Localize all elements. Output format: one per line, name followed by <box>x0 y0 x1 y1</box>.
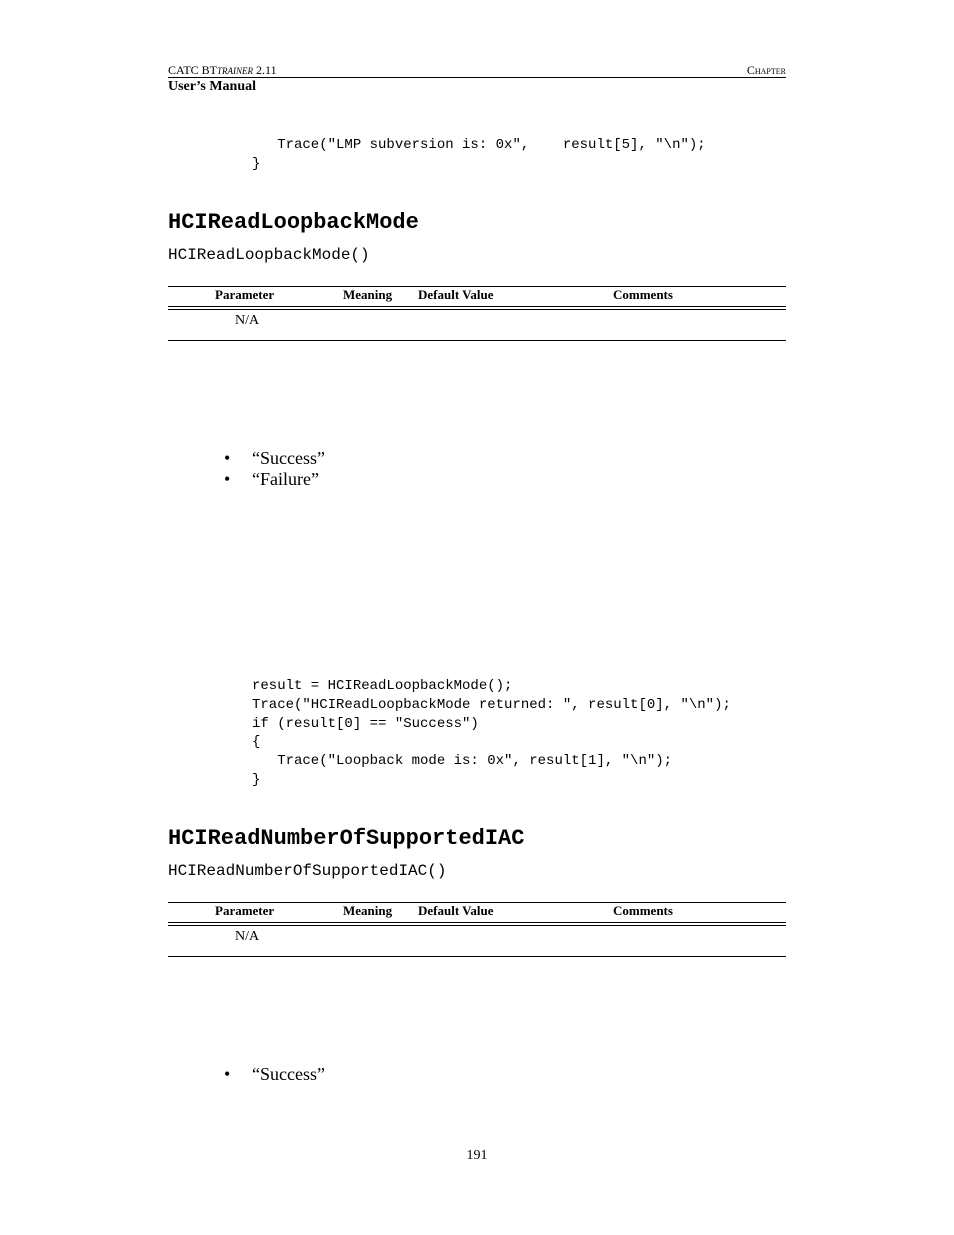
table-header-comments: Comments <box>613 903 673 918</box>
return-value: “Success” <box>252 1064 325 1084</box>
parameter-table-loopback <box>168 286 786 342</box>
table-cell-parameter: N/A <box>235 313 260 328</box>
bullet-icon: • <box>224 469 231 489</box>
code-line: Trace("Loopback mode is: 0x", result[1], "\n"); <box>252 753 673 770</box>
table-header-default-value: Default Value <box>418 903 494 918</box>
code-line: Trace("HCIReadLoopbackMode returned: ", result[0], "\n"); <box>252 696 731 713</box>
bullet-icon: • <box>224 1064 231 1084</box>
code-line: Trace("LMP subversion is: 0x", result[5], "\n"); <box>252 137 706 153</box>
section-title-loopback: HCIReadLoopbackMode <box>168 210 419 235</box>
code-block-loopback-example <box>252 677 731 790</box>
code-line: } <box>252 771 261 788</box>
code-line: if (result[0] == "Success") <box>252 715 479 732</box>
code-line: { <box>252 734 261 751</box>
header-product-prefix: CATC BT <box>168 63 218 77</box>
code-block-top <box>252 136 706 174</box>
table-rule <box>168 925 786 926</box>
table-header-meaning: Meaning <box>343 287 393 302</box>
return-value: “Failure” <box>252 469 319 489</box>
code-line: } <box>252 155 261 172</box>
bullet-icon: • <box>224 448 231 468</box>
table-header-default-value: Default Value <box>418 287 494 302</box>
list-item <box>224 469 319 490</box>
table-rule <box>168 956 786 957</box>
list-item <box>224 448 325 469</box>
header-manual: User’s Manual <box>168 79 257 94</box>
table-header-parameter: Parameter <box>215 287 275 302</box>
table-rule <box>168 340 786 341</box>
header-chapter: Chapter <box>746 63 786 77</box>
table-rule <box>168 309 786 310</box>
code-line: result = HCIReadLoopbackMode(); <box>252 678 513 694</box>
function-signature-loopback: HCIReadLoopbackMode() <box>168 246 370 264</box>
table-header-parameter: Parameter <box>215 903 275 918</box>
table-header-comments: Comments <box>613 287 673 302</box>
function-signature-supported-iac: HCIReadNumberOfSupportedIAC() <box>168 862 447 880</box>
list-item <box>224 1064 325 1085</box>
table-header-meaning: Meaning <box>343 903 393 918</box>
header-product-version: 2.11 <box>253 63 277 77</box>
table-cell-parameter: N/A <box>235 929 260 944</box>
parameter-table-supported-iac <box>168 902 786 958</box>
return-value: “Success” <box>252 448 325 468</box>
table-rule <box>168 306 786 307</box>
header-product-smallcaps: TRAINER <box>217 66 254 76</box>
page-number: 191 <box>466 1148 488 1163</box>
header-rule <box>168 77 786 78</box>
table-rule <box>168 922 786 923</box>
header-product <box>168 63 277 78</box>
section-title-supported-iac: HCIReadNumberOfSupportedIAC <box>168 826 525 851</box>
